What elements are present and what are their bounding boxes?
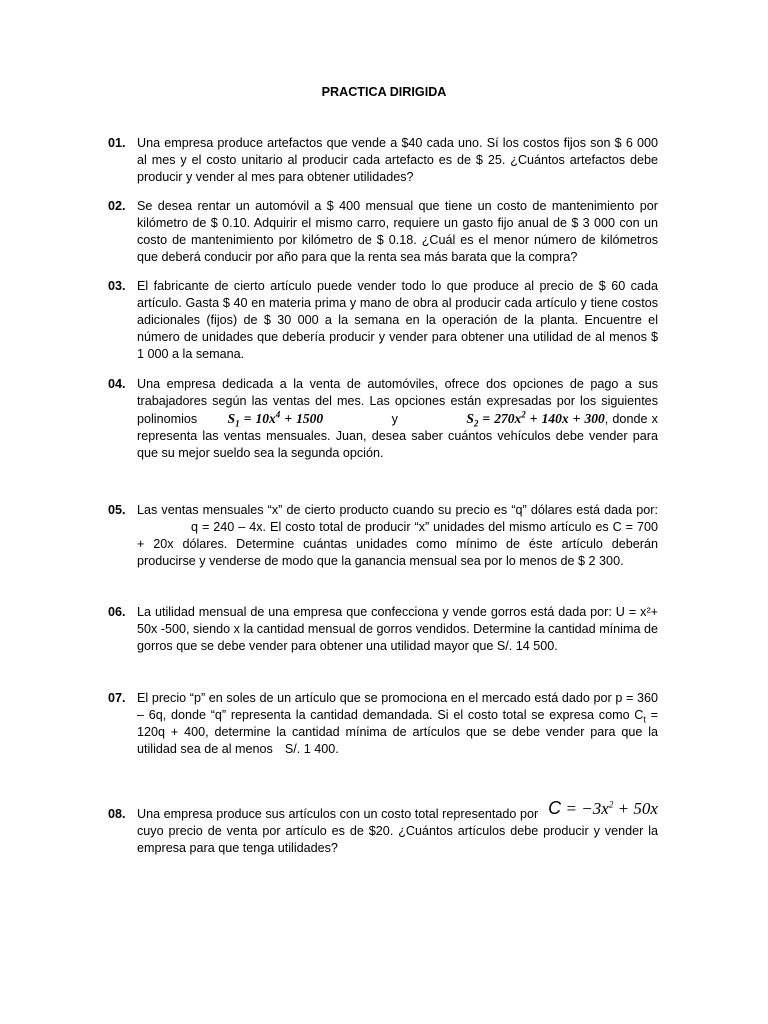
problem-01 <box>108 135 658 186</box>
problem-text: La utilidad mensual de una empresa que confecciona y vende gorros está dada por: U = x²+ 50x -500, siendo x la cantidad mensual de gorros vendidos. Determine la cantidad mínima de gorros que se debe vender para obtener una utilidad mayor que S/. 14 500. <box>137 605 658 653</box>
problem-number: 02. <box>108 199 126 213</box>
formula-s2: $S_2 = 270x^2 + 140x + 300$ <box>466 409 605 429</box>
problem-number: 07. <box>108 691 126 705</box>
problem-04 <box>108 376 658 462</box>
cost-formula: $C = -3x^2 + 50x$ <box>548 798 658 818</box>
problem-number: 08. <box>108 807 126 821</box>
utility-amount: S/. 1 400. <box>284 742 339 756</box>
problem-number: 05. <box>108 503 126 517</box>
page-title: PRACTICA DIRIGIDA <box>321 85 447 99</box>
problem-text: El precio “p” en soles de un artículo que se promociona en el mercado está dado por p = 360 – 6q, donde “q” representa la cantidad demandada. Si el costo total se expresa como $C_t = 120q + 400$, determine la cantidad mínima de artículos que se debe vender para que la utilidad sea de al menos S/. 1 400. <box>137 691 659 756</box>
problem-07 <box>108 690 658 758</box>
problem-05 <box>108 502 658 570</box>
demand-equation: q = 240 – 4x. <box>191 520 267 534</box>
problem-number: 04. <box>108 377 126 391</box>
problem-text: Una empresa produce artefactos que vende a $40 cada uno. Sí los costos fijos son $ 6 000 al mes y el costo unitario al producir cada artefacto es de $ 25. ¿Cuántos artefactos debe producir y vender al mes para obtener utilidades? <box>137 136 658 184</box>
problem-number: 03. <box>108 279 126 293</box>
problem-08 <box>108 800 658 857</box>
problem-text: El fabricante de cierto artículo puede vender todo lo que produce al precio de $ 60 cada artículo. Gasta $ 40 en materia prima y mano de obra al producir cada artículo y tiene costos adicionales (fijos) de $ 30 000 a la semana en la operación de la planta. Encuentre el número de unidades que debería producir y vender para obtener una utilidad de al menos $ 1 000 a la semana. <box>137 279 658 361</box>
problem-text: Una empresa produce sus artículos con un costo total representado por $C = -3x^2 + 50x$ cuyo precio de venta por artículo es de $20. ¿Cuántos artículos debe producir y vender la empresa para que tenga utilidades? <box>137 798 658 855</box>
problem-text: Se desea rentar un automóvil a $ 400 mensual que tiene un costo de mantenimiento por kilómetro de $ 0.10. Adquirir el mismo carro, requiere un gasto fijo anual de $ 3 000 con un costo de mantenimiento por kilómetro de $ 0.18. ¿Cuál es el menor número de kilómetros que deberá conducir por año para que la renta sea más barata que la compra? <box>137 199 658 264</box>
problem-text: Las ventas mensuales “x” de cierto producto cuando su precio es “q” dólares está dada por:q = 240 – 4x. El costo total de producir “x” unidades del mismo artículo es C = 700 + 20x dólares. Determine cuántas unidades como mínimo de éste artículo deberán producirse y venderse de modo que la ganancia mensual sea por lo menos de $ 2 300. <box>137 503 659 568</box>
problem-02 <box>108 198 658 266</box>
problem-06 <box>108 604 658 655</box>
problem-text-outro: , donde x representa las ventas mensuales. Juan, desea saber cuántos vehículos debe vender para que su mejor sueldo sea la segunda opción. <box>137 412 658 460</box>
problem-number: 01. <box>108 136 126 150</box>
problem-text <box>137 376 658 462</box>
problem-number: 06. <box>108 605 126 619</box>
problem-text-intro: Una empresa dedicada a la venta de automóviles, ofrece dos opciones de pago a sus trabajadores según las ventas del mes. Las opciones están expresadas por los siguientes polinomios <box>137 377 658 426</box>
problem-03 <box>108 278 658 363</box>
conjunction: y <box>391 412 398 426</box>
formula-s1: $S_1 = 10x^4 + 1500$ <box>227 409 324 429</box>
